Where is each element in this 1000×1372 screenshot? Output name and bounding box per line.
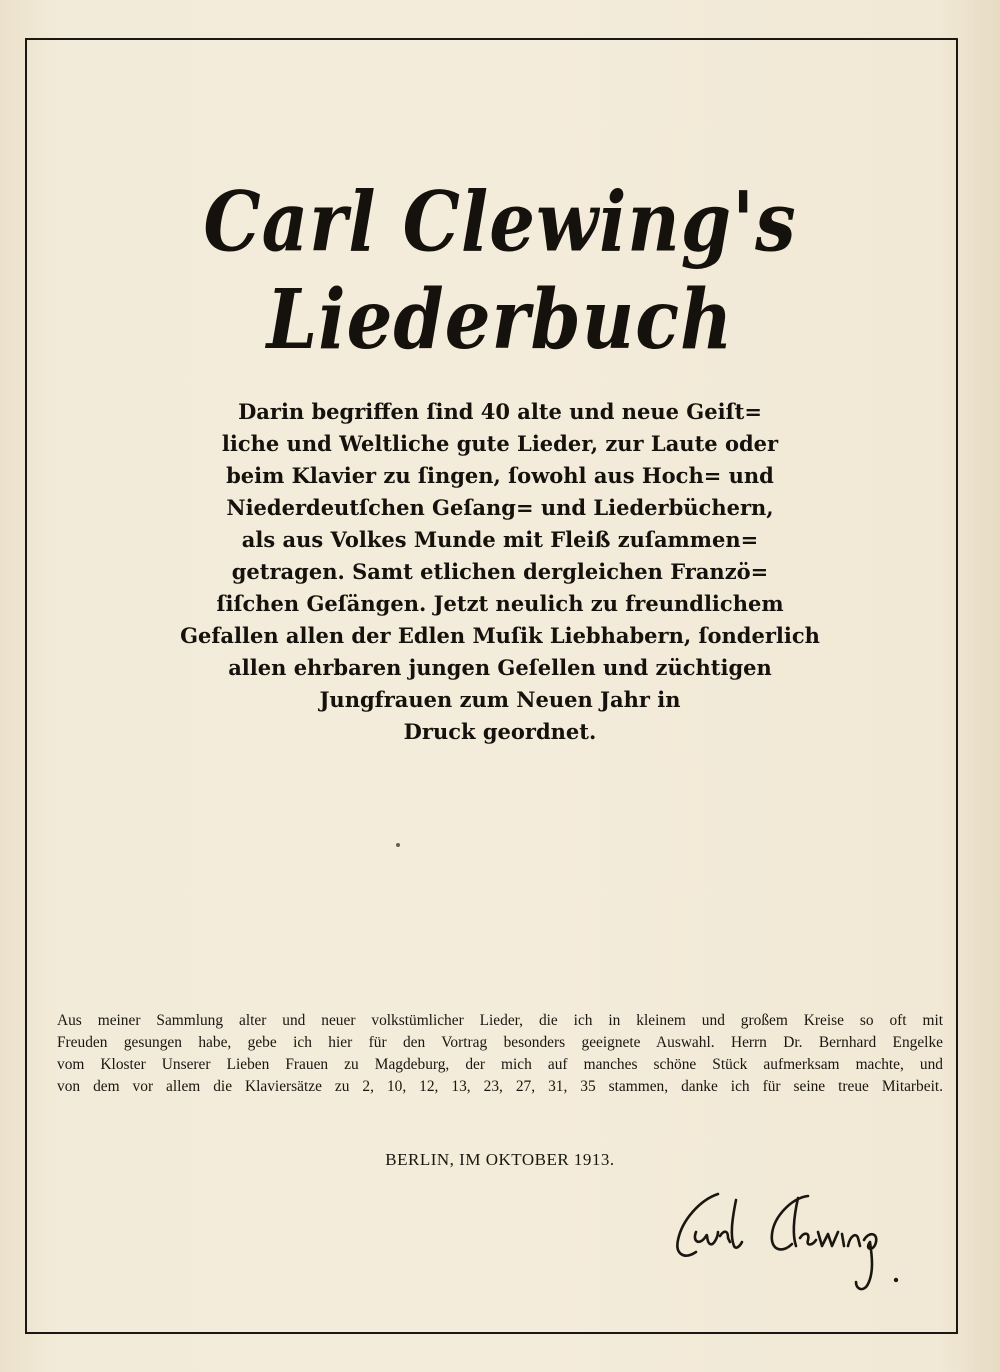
intro-line: liche und Weltliche gute Lieder, zur Laute oder <box>221 431 779 456</box>
preface-paragraph <box>57 1010 943 1098</box>
intro-line: Druck geordnet. <box>403 719 597 744</box>
intro-line: getragen. Samt etlichen dergleichen Franzö= <box>231 559 769 584</box>
intro-line: Gefallen allen der Edlen Muſik Liebhabern, ſonderlich <box>180 623 820 648</box>
paper-speck <box>396 843 400 847</box>
intro-line: als aus Volkes Munde mit Fleiß zuſammen= <box>241 527 759 552</box>
intro-line: ſiſchen Geſängen. Jetzt neulich zu freundlichem <box>216 591 784 616</box>
intro-line: beim Klavier zu ſingen, ſowohl aus Hoch= und <box>226 463 774 488</box>
intro-line: allen ehrbaren jungen Geſellen und züchtigen <box>228 655 772 680</box>
intro-line: Darin begriffen ſind 40 alte und neue Geiſt= <box>238 399 762 424</box>
preface-line: Aus meiner Sammlung alter und neuer volkstümlicher Lieder, die ich in kleinem und großem Kreise so oft mit <box>57 1012 943 1029</box>
intro-line: Niederdeutſchen Geſang= und Liederbüchern, <box>226 495 774 520</box>
handwritten-signature <box>660 1180 940 1320</box>
title-description <box>170 396 830 748</box>
book-title: Carl Clewing's Liederbuch <box>203 172 797 368</box>
dateline: BERLIN, IM OKTOBER 1913. <box>385 1150 615 1169</box>
intro-line: Jungfrauen zum Neuen Jahr in <box>319 687 681 712</box>
preface-line: vom Kloster Unserer Lieben Frauen zu Magdeburg, der mich auf manches schöne Stück aufmerksam machte, und <box>57 1056 943 1073</box>
preface-line: Freuden gesungen habe, gebe ich hier für den Vortrag besonders geeignete Auswahl. Herrn Dr. Bernhard Engelke <box>57 1034 943 1051</box>
preface-line: von dem vor allem die Klaviersätze zu 2, 10, 12, 13, 23, 27, 31, 35 stammen, danke ich für seine treue Mitarbeit. <box>57 1078 943 1095</box>
